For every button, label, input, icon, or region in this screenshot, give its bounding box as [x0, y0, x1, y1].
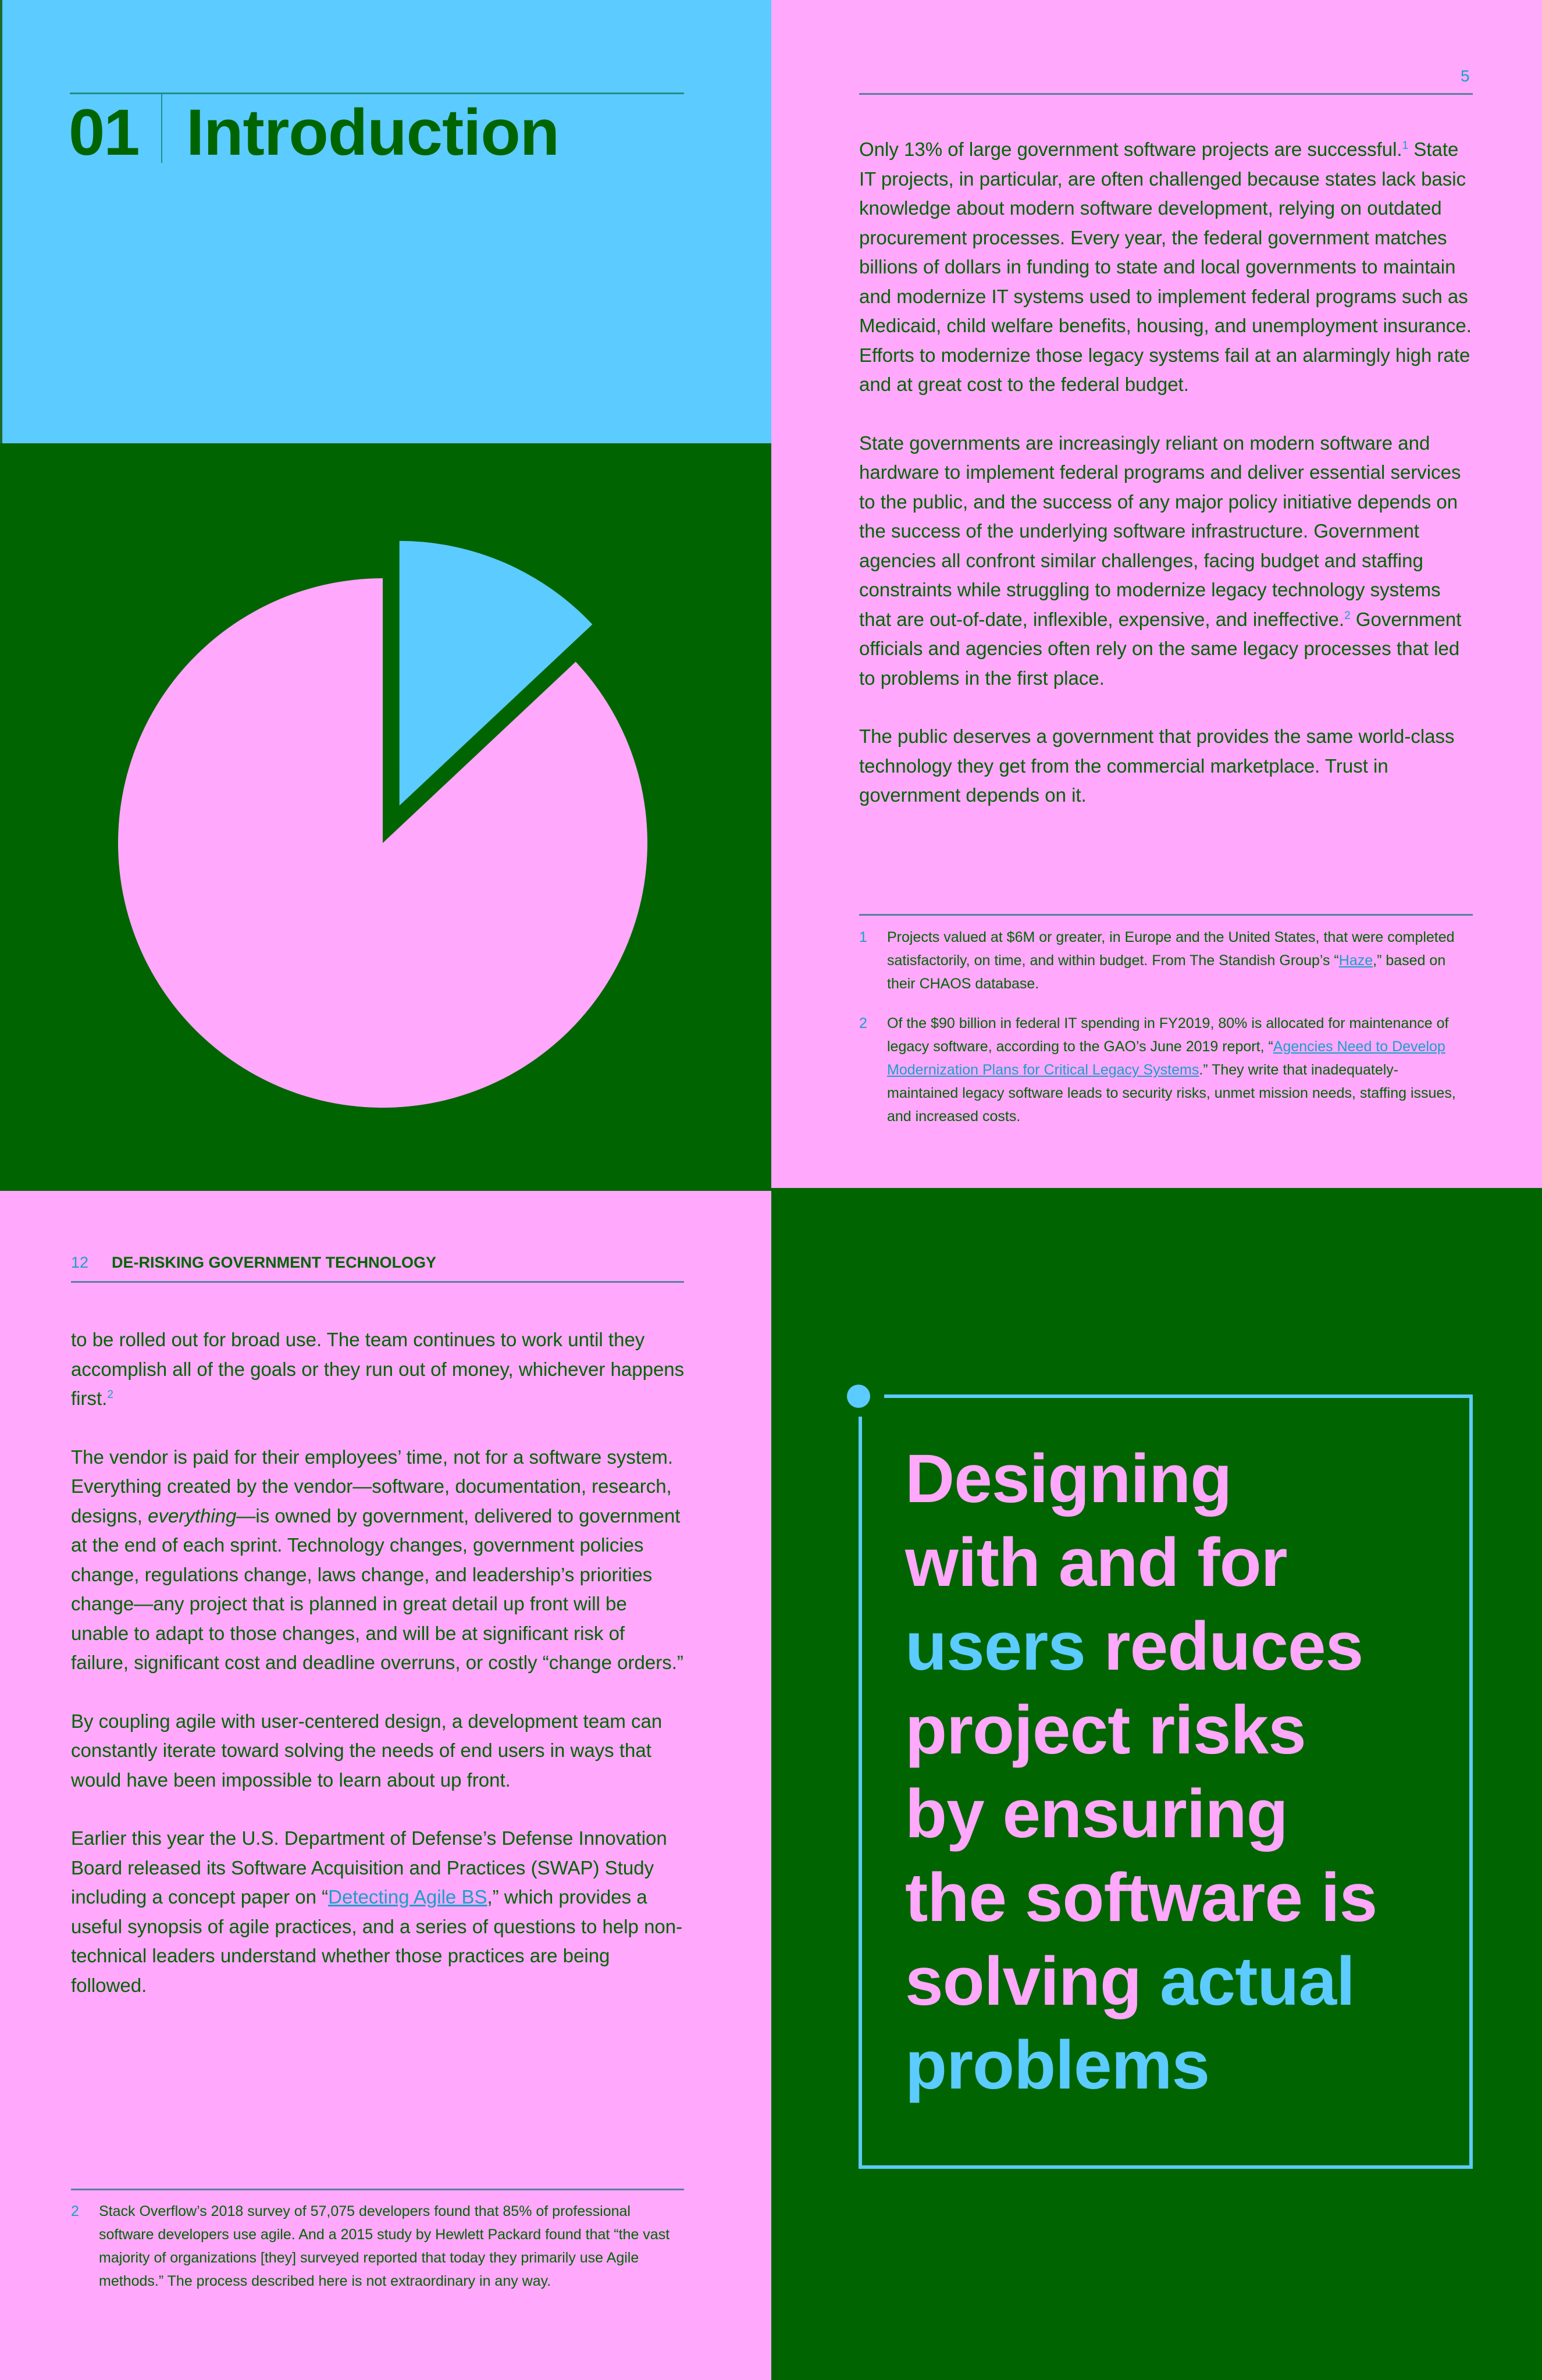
left-page-body: [71, 1325, 688, 2029]
paragraph: to be rolled out for broad use. The team continues to work until they accomplish all of the goals or they run out of money, whichever happens first.$^2$: [71, 1329, 685, 1409]
footnote-number: 2: [859, 1015, 867, 1031]
pull-quote: Designing with and for users reduces project risks by ensuring the software is solving actual problems: [905, 1440, 1377, 2104]
footnote-rule: [71, 2189, 684, 2190]
chapter-header-panel: [0, 0, 771, 443]
footnote-number: 1: [859, 929, 867, 945]
callout-border-right: [1469, 1394, 1473, 2169]
footnote-ref[interactable]: 1: [1402, 140, 1409, 152]
paragraph: The vendor is paid for their employees’ time, not for a software system. Everything created by the vendor—software, documentation, research, designs, everything—is owned by government, delivered to government at the end of each sprint. Technology changes, government policies change, regulations change, laws change, and leadership’s priorities change—any project that is planned in great detail up front will be unable to adapt to those changes, and will be at significant risk of failure, significant cost and deadline overruns, or costly “change orders.”: [71, 1446, 683, 1673]
chapter-divider: [161, 94, 162, 163]
paragraph: By coupling agile with user-centered design, a development team can constantly iterate toward solving the needs of end users in ways that would have been impossible to learn about up front.: [71, 1710, 663, 1791]
footnote: 2 Stack Overflow’s 2018 survey of 57,075 developers found that 85% of professional software developers use agile. And a 2015 study by Hewlett Packard found that “the vast majority of organizations [they] surveyed reported that today they primarily use Agile methods.” The process described here is not extraordinary in any way.: [71, 2200, 688, 2293]
chapter-number: 01: [69, 96, 139, 169]
header-rule: [859, 93, 1473, 95]
footnote: 1 Projects valued at $6M or greater, in Europe and the United States, that were completed satisfactorily, on time, and within budget. From The Standish Group’s “Haze,” based on their CHAOS database.: [859, 926, 1464, 995]
footnotes: [859, 926, 1464, 1144]
footnote-ref[interactable]: 2: [1344, 609, 1351, 622]
footnote: 2 Of the $90 billion in federal IT spending in FY2019, 80% is allocated for maintenance of legacy software, according to the GAO’s June 2019 report, “Agencies Need to Develop Modernization Plans for Critical Legacy Systems.” They write that inadequately-maintained legacy software leads to security risks, unmet mission needs, staffing issues, and increased costs.: [859, 1012, 1464, 1128]
haze-link[interactable]: Haze: [1338, 952, 1373, 969]
footnote-rule: [859, 914, 1473, 916]
page-number: 12: [71, 1254, 89, 1271]
paragraph: Earlier this year the U.S. Department of Defense’s Defense Innovation Board released its Software Acquisition and Practices (SWAP) Study including a concept paper on “Detecting Agile BS,” which provides a useful synopsis of agile practices, and a series of questions to help non-technical leaders understand whether those practices are being followed.: [71, 1827, 683, 1996]
footnote-number: 2: [71, 2203, 79, 2219]
running-head-title: DE-RISKING GOVERNMENT TECHNOLOGY: [112, 1254, 437, 1271]
footnote-ref[interactable]: 2: [107, 1389, 113, 1401]
running-head: [71, 1254, 436, 1272]
callout-border-top: [884, 1394, 1473, 1398]
pie-slice-unsuccessful: [118, 578, 647, 1108]
detecting-agile-bs-link[interactable]: Detecting Agile BS: [328, 1886, 487, 1908]
page-number: 5: [1461, 67, 1470, 85]
header-rule: [71, 1281, 684, 1283]
paragraph: Only 13% of large government software projects are successful.$^1$ State IT projects, in particular, are often challenged because states lack basic knowledge about modern software development, relying on outdated procurement processes. Every year, the federal government matches billions of dollars in funding to state and local governments to maintain and modernize IT systems used to implement federal programs such as Medicaid, child welfare benefits, housing, and unemployment insurance. Efforts to modernize those legacy systems fail at an alarmingly high rate and at great cost to the federal budget.: [859, 138, 1472, 395]
chapter-title: Introduction: [186, 96, 560, 169]
footnotes: [71, 2200, 688, 2309]
paragraph: State governments are increasingly reliant on modern software and hardware to implement federal programs and deliver essential services to the public, and the success of any major policy initiative depends on the success of the underlying software infrastructure. Government agencies all confront similar challenges, facing budget and staffing constraints while struggling to modernize legacy technology systems that are out-of-date, inflexible, expensive, and ineffective.$^2$ Government officials and agencies often rely on the same legacy processes that led to problems in the first place.: [859, 432, 1462, 689]
pie-chart: [0, 443, 771, 1191]
callout-dot-icon: [847, 1385, 870, 1408]
paragraph: The public deserves a government that provides the same world-class technology they get from the commercial marketplace. Trust in government depends on it.: [859, 725, 1455, 806]
callout-border-left: [859, 1417, 862, 2169]
gao-report-link[interactable]: Agencies Need to Develop Modernization Plans for Critical Legacy Systems: [887, 1038, 1445, 1078]
right-page-body: [859, 135, 1476, 839]
callout-border-bottom: [859, 2165, 1473, 2169]
